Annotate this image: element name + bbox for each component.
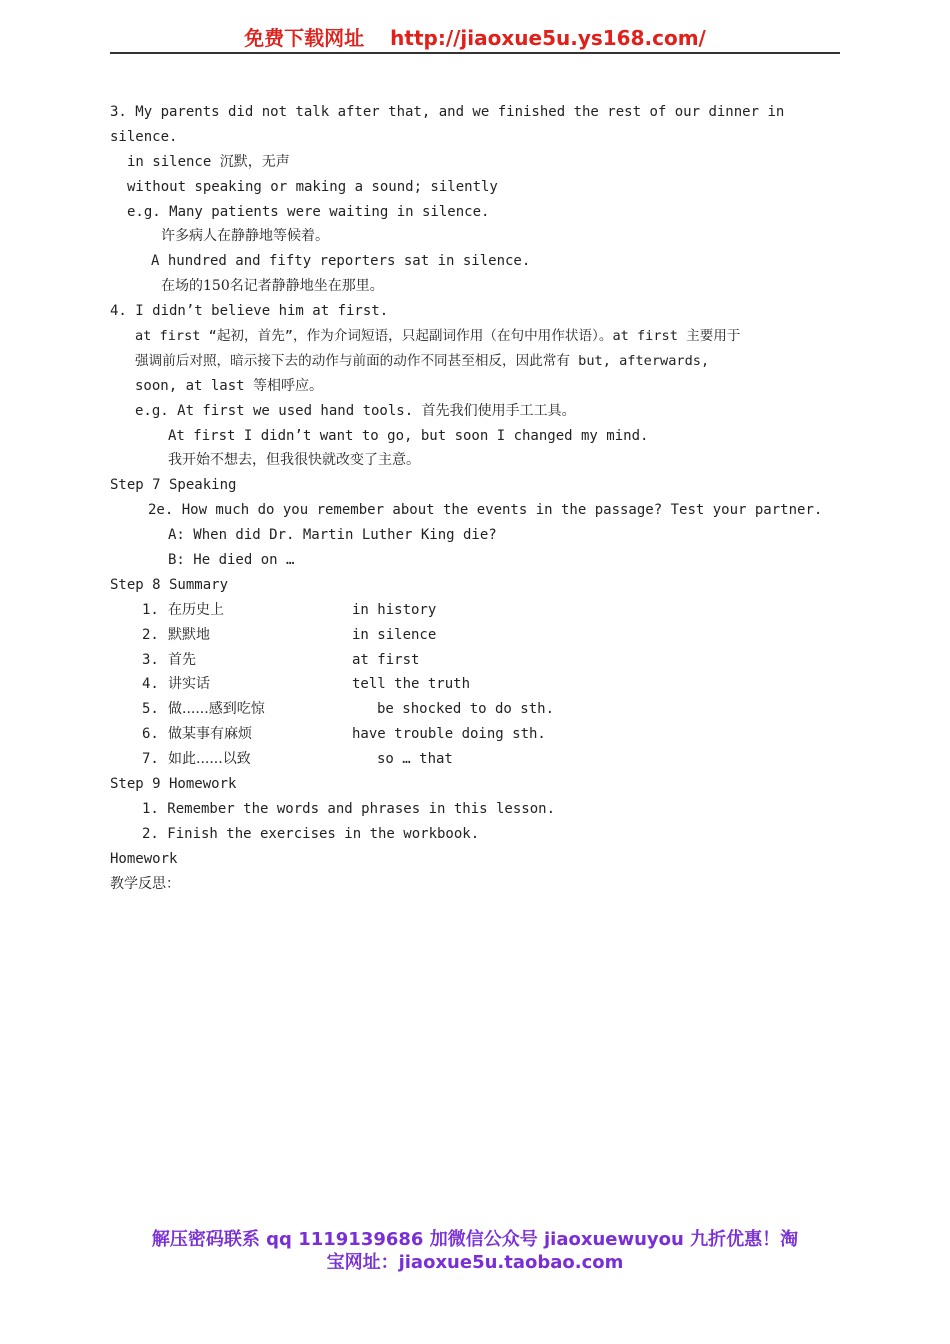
item3-example-translation: 许多病人在静静地等候着。 <box>161 228 329 245</box>
document-body <box>110 100 850 897</box>
item3-example: e.g. Many patients were waiting in silence. <box>127 203 490 220</box>
summary-item <box>110 648 850 673</box>
item3-line1: 3. My parents did not talk after that, and we finished the rest of our dinner in <box>110 104 785 120</box>
item4-explanation-2: 强调前后对照，暗示接下去的动作与前面的动作不同甚至相反，因此常有 but, afterwards, <box>135 352 710 369</box>
item4-example: e.g. At first we used hand tools. 首先我们使用手工工具。 <box>135 402 576 419</box>
footer-line-2: 宝网址：jiaoxue5u.taobao.com <box>326 1252 624 1273</box>
summary-item-number: 7. <box>142 751 159 768</box>
item4-example2: At first I didn’t want to go, but soon I changed my mind. <box>168 427 649 444</box>
header-url[interactable]: http://jiaoxue5u.ys168.com/ <box>390 26 706 50</box>
item3-example2: A hundred and fifty reporters sat in silence. <box>151 253 531 270</box>
summary-item-number: 2. <box>142 626 159 643</box>
summary-item-number: 5. <box>142 701 159 718</box>
summary-item-english: in silence <box>352 626 437 643</box>
summary-item <box>110 747 850 772</box>
summary-item-chinese: 首先 <box>168 651 196 668</box>
step7-answer: B: He died on … <box>168 552 295 569</box>
item4-explanation-3: soon, at last 等相呼应。 <box>135 377 324 394</box>
summary-item <box>110 672 850 697</box>
item4-line1: 4. I didn’t believe him at first. <box>110 303 389 320</box>
item4-explanation-1: at first “起初，首先”，作为介词短语，只起副词作用（在句中用作状语）。at first 主要用于 <box>135 328 741 345</box>
item3-line2: silence. <box>110 128 178 145</box>
summary-item-number: 3. <box>142 651 159 668</box>
homework-item-1: 1. Remember the words and phrases in this lesson. <box>142 800 556 817</box>
summary-item-chinese: 讲实话 <box>168 676 210 693</box>
step7-task: 2e. How much do you remember about the events in the passage? Test your partner. <box>148 502 823 519</box>
item3-example2-translation: 在场的150名记者静静地坐在那里。 <box>161 278 384 295</box>
summary-item-english: tell the truth <box>352 676 471 693</box>
summary-item <box>110 697 850 722</box>
summary-item-number: 1. <box>142 601 159 618</box>
summary-item-number: 4. <box>142 676 159 693</box>
homework-item-2: 2. Finish the exercises in the workbook. <box>142 825 480 842</box>
summary-item-chinese: 做某事有麻烦 <box>168 726 252 743</box>
summary-item <box>110 722 850 747</box>
header-label: 免费下载网址 <box>244 26 365 50</box>
item4-example2-translation: 我开始不想去，但我很快就改变了主意。 <box>168 452 420 469</box>
summary-item-number: 6. <box>142 726 159 743</box>
summary-list <box>110 598 850 772</box>
step8-title: Step 8 Summary <box>110 576 229 593</box>
summary-item-chinese: 如此......以致 <box>168 751 251 768</box>
summary-item-english: so … that <box>377 751 453 768</box>
homework-label: Homework <box>110 850 178 867</box>
summary-item-english: have trouble doing sth. <box>352 726 546 743</box>
page-footer <box>0 1228 950 1274</box>
teaching-reflection-label: 教学反思： <box>110 875 180 892</box>
summary-item-english: in history <box>352 601 437 618</box>
summary-item <box>110 623 850 648</box>
item3-phrase: in silence 沉默，无声 <box>127 153 290 170</box>
page-header <box>110 22 840 54</box>
step9-title: Step 9 Homework <box>110 776 237 793</box>
summary-item-chinese: 默默地 <box>168 626 210 643</box>
summary-item-chinese: 做......感到吃惊 <box>168 701 265 718</box>
footer-line-1: 解压密码联系 qq 1119139686 加微信公众号 jiaoxuewuyou 九折优惠！淘 <box>151 1229 799 1250</box>
step7-title: Step 7 Speaking <box>110 477 237 494</box>
summary-item <box>110 598 850 623</box>
step7-question: A: When did Dr. Martin Luther King die? <box>168 527 497 544</box>
summary-item-english: be shocked to do sth. <box>377 701 555 718</box>
summary-item-chinese: 在历史上 <box>168 601 224 618</box>
summary-item-english: at first <box>352 651 420 668</box>
item3-definition: without speaking or making a sound; silently <box>127 178 498 195</box>
